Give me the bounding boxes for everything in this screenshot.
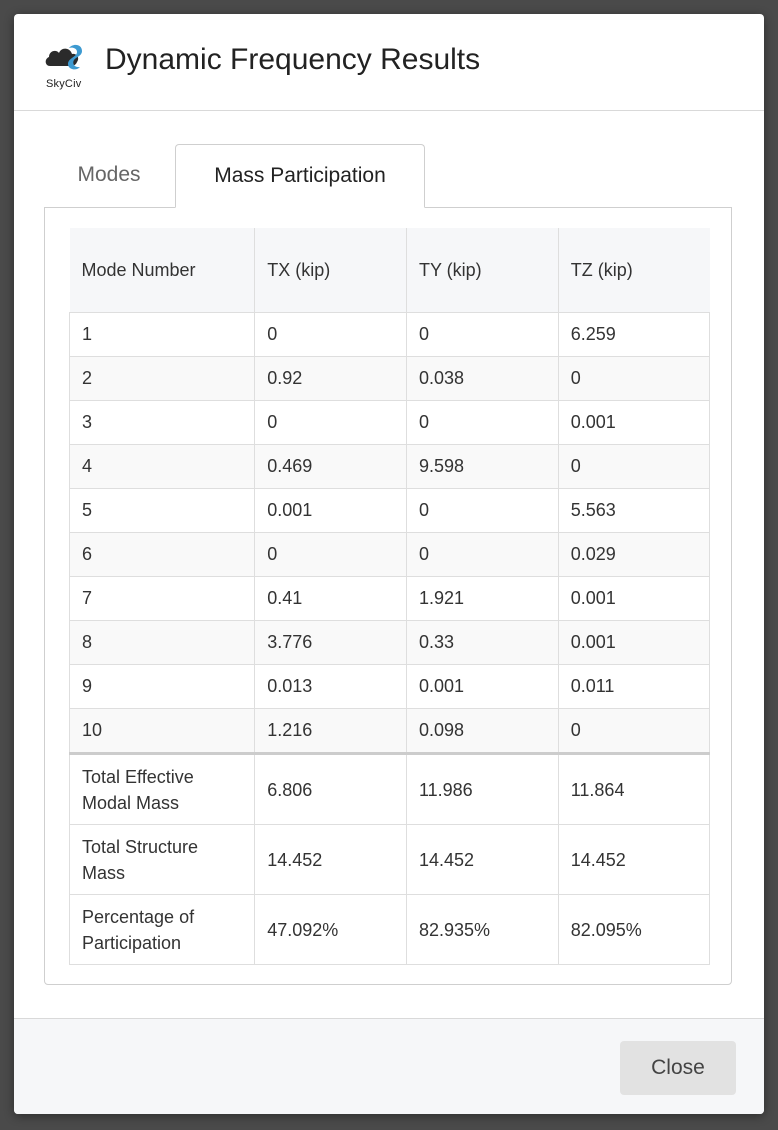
summary-tx: 6.806 [255, 754, 407, 825]
cell-tz: 0.001 [558, 577, 709, 621]
cell-tz: 0 [558, 709, 709, 754]
cell-ty: 0.038 [406, 357, 558, 401]
cell-ty: 0 [406, 489, 558, 533]
summary-ty: 11.986 [406, 754, 558, 825]
skyciv-logo [42, 40, 92, 94]
cell-tx: 0 [255, 313, 407, 357]
logo-text: SkyCiv [46, 78, 82, 90]
summary-ty: 14.452 [406, 825, 558, 895]
cell-tz: 0.001 [558, 401, 709, 445]
table-row [70, 357, 710, 401]
cell-tx: 0.92 [255, 357, 407, 401]
table-row [70, 445, 710, 489]
header-tz: TZ (kip) [558, 228, 709, 313]
table-row [70, 621, 710, 665]
cell-tz: 0.011 [558, 665, 709, 709]
table-row [70, 313, 710, 357]
header-mode-number: Mode Number [70, 228, 255, 313]
cell-tx: 0 [255, 401, 407, 445]
table-header-row [70, 228, 710, 313]
dynamic-frequency-modal [14, 14, 764, 1114]
cell-mode: 8 [70, 621, 255, 665]
cell-tz: 5.563 [558, 489, 709, 533]
summary-label: Total Structure Mass [70, 825, 255, 895]
modal-footer [14, 1018, 764, 1114]
cell-tx: 0.41 [255, 577, 407, 621]
cell-tx: 3.776 [255, 621, 407, 665]
summary-row-percentage [70, 895, 710, 965]
cell-tz: 6.259 [558, 313, 709, 357]
cell-ty: 0 [406, 313, 558, 357]
cell-mode: 5 [70, 489, 255, 533]
close-button[interactable]: Close [620, 1041, 736, 1095]
cell-ty: 0 [406, 401, 558, 445]
cell-tz: 0.001 [558, 621, 709, 665]
cell-ty: 0.33 [406, 621, 558, 665]
cell-mode: 9 [70, 665, 255, 709]
mass-participation-table [69, 228, 710, 965]
summary-row-structure-mass [70, 825, 710, 895]
cell-tx: 0.013 [255, 665, 407, 709]
cell-mode: 3 [70, 401, 255, 445]
table-row [70, 577, 710, 621]
summary-tz: 82.095% [558, 895, 709, 965]
cell-mode: 1 [70, 313, 255, 357]
summary-tz: 11.864 [558, 754, 709, 825]
cell-tz: 0 [558, 445, 709, 489]
cell-tx: 1.216 [255, 709, 407, 754]
mass-participation-panel [44, 207, 732, 985]
table-row [70, 533, 710, 577]
cell-mode: 4 [70, 445, 255, 489]
tab-mass-participation[interactable]: Mass Participation [175, 144, 425, 208]
table-row [70, 401, 710, 445]
table-row [70, 489, 710, 533]
cell-mode: 6 [70, 533, 255, 577]
header-tx: TX (kip) [255, 228, 407, 313]
summary-tz: 14.452 [558, 825, 709, 895]
cell-tz: 0 [558, 357, 709, 401]
table-row [70, 665, 710, 709]
modal-title: Dynamic Frequency Results [105, 43, 481, 76]
cell-tz: 0.029 [558, 533, 709, 577]
cell-tx: 0.001 [255, 489, 407, 533]
cell-ty: 0.001 [406, 665, 558, 709]
tab-modes[interactable]: Modes [77, 163, 141, 186]
summary-row-effective-mass [70, 754, 710, 825]
header-ty: TY (kip) [406, 228, 558, 313]
summary-label: Total Effective Modal Mass [70, 754, 255, 825]
cell-ty: 0.098 [406, 709, 558, 754]
tab-bar [44, 144, 734, 208]
cell-mode: 2 [70, 357, 255, 401]
summary-tx: 47.092% [255, 895, 407, 965]
cell-mode: 10 [70, 709, 255, 754]
summary-ty: 82.935% [406, 895, 558, 965]
cell-tx: 0 [255, 533, 407, 577]
table-row [70, 709, 710, 754]
cell-mode: 7 [70, 577, 255, 621]
summary-label: Percentage of Participation [70, 895, 255, 965]
skyciv-cloud-icon [44, 40, 90, 76]
modal-header [14, 14, 764, 111]
cell-tx: 0.469 [255, 445, 407, 489]
cell-ty: 1.921 [406, 577, 558, 621]
summary-tx: 14.452 [255, 825, 407, 895]
cell-ty: 0 [406, 533, 558, 577]
cell-ty: 9.598 [406, 445, 558, 489]
